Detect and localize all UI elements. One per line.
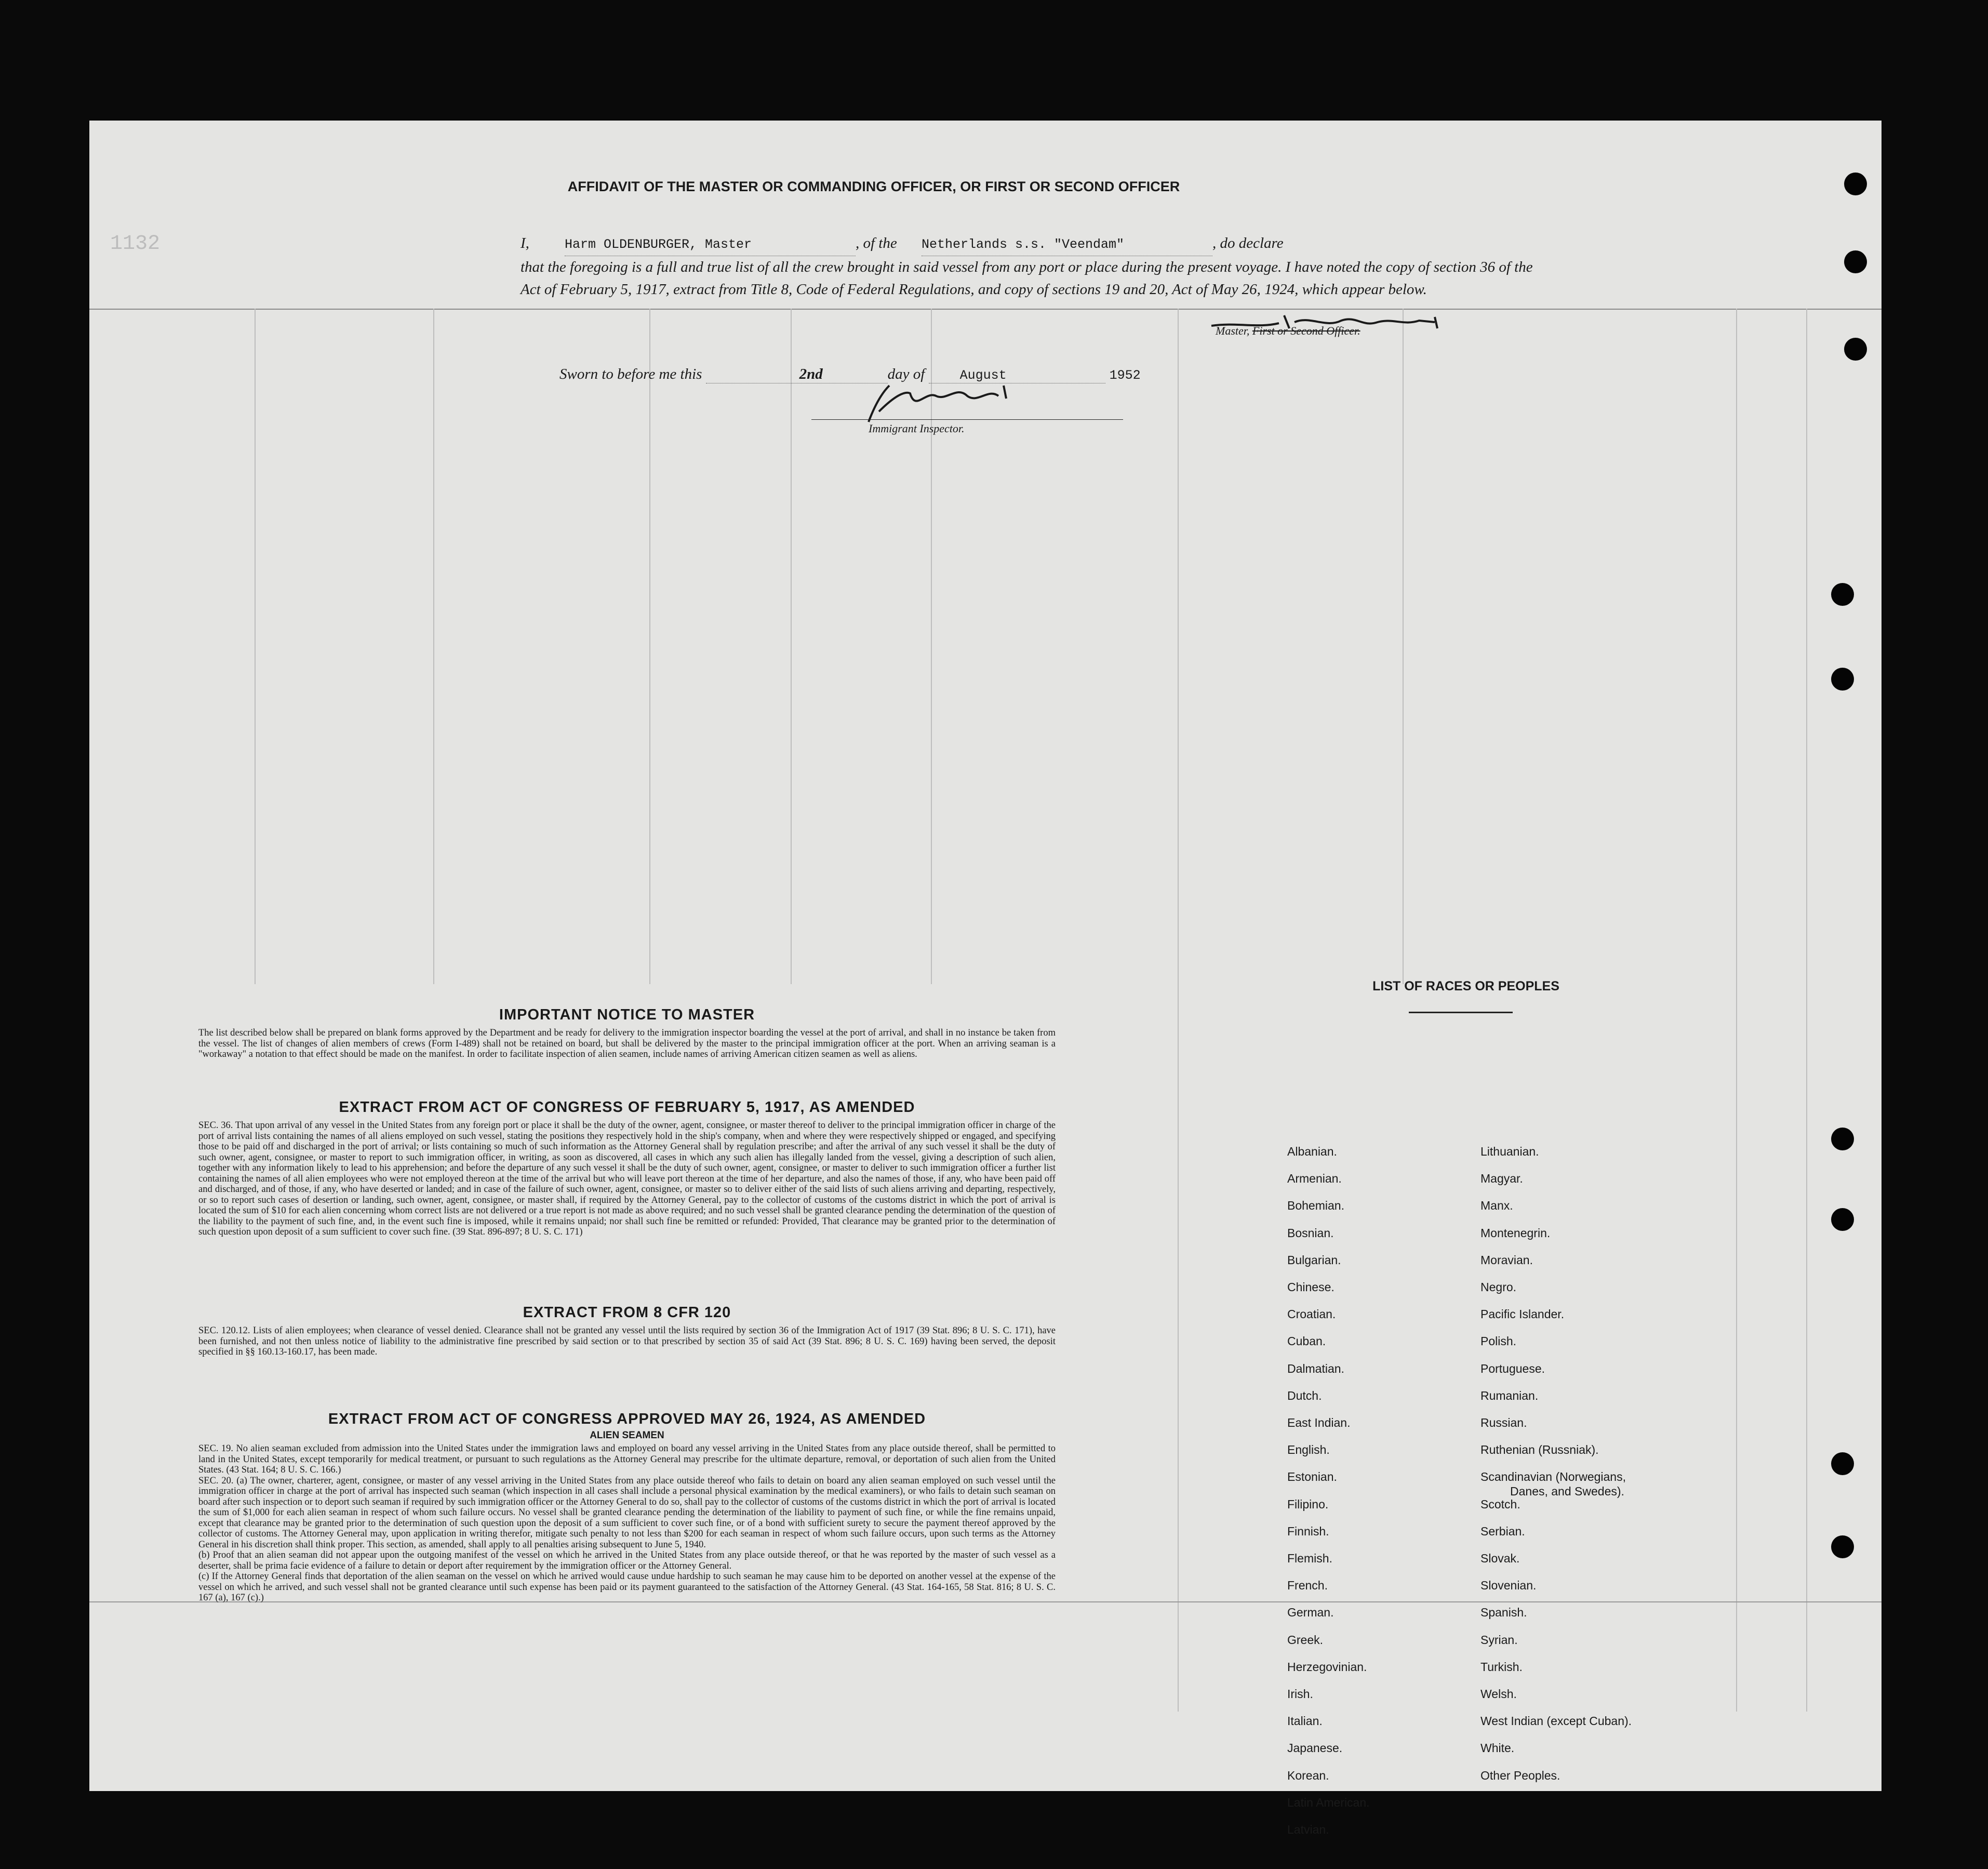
race-item: Japanese.: [1287, 1741, 1343, 1755]
column-divider: [1736, 309, 1737, 1712]
inspector-signature: [858, 380, 1030, 427]
race-item: Portuguese.: [1480, 1361, 1545, 1375]
race-item: Filipino.: [1287, 1497, 1329, 1511]
extract-1917: [198, 1099, 1056, 1238]
race-item: Lithuanian.: [1480, 1145, 1539, 1158]
affidavit-body: [521, 232, 1554, 301]
page-stamp-number: 1132: [110, 232, 161, 256]
race-item: Rumanian.: [1480, 1388, 1539, 1402]
extract-cfr: [198, 1304, 1056, 1358]
important-notice: [198, 1006, 1056, 1060]
binder-hole: [1831, 668, 1854, 691]
manifest-page: [89, 121, 1882, 1836]
race-item: Italian.: [1287, 1714, 1323, 1728]
extract-1924-sec20b: (b) Proof that an alien seaman did not appear upon the outgoing manifest of the vessel on which he arrived in the United States from any place outside thereof, or that he was reported by the master of such vessel as a deserter, shall be prima facie evidence of a failure to detain or deport after requirement by the immigration officer or the Attorney General.: [198, 1550, 1056, 1571]
race-item: White.: [1480, 1741, 1515, 1755]
race-item: Estonian.: [1287, 1470, 1337, 1484]
race-item: Dutch.: [1287, 1388, 1322, 1402]
race-item: Montenegrin.: [1480, 1226, 1551, 1240]
race-item: Pacific Islander.: [1480, 1307, 1565, 1321]
binder-hole: [1844, 250, 1867, 273]
race-item: Latin American.: [1287, 1795, 1370, 1809]
extract-1924-subtitle: ALIEN SEAMEN: [590, 1430, 664, 1441]
inspector-signature-line: [811, 419, 1123, 420]
extract-1924-title: EXTRACT FROM ACT OF CONGRESS APPROVED MAY 26, 1924, AS AMENDED: [328, 1411, 926, 1427]
race-item: Flemish.: [1287, 1552, 1332, 1565]
column-divider: [433, 309, 434, 984]
race-item: Turkish.: [1480, 1660, 1523, 1674]
master-label: Master,: [1216, 324, 1250, 337]
race-item: Cuban.: [1287, 1334, 1326, 1348]
race-item: Croatian.: [1287, 1307, 1336, 1321]
race-item: West Indian (except Cuban).: [1480, 1714, 1632, 1728]
race-item: East Indian.: [1287, 1416, 1351, 1429]
column-divider: [1403, 309, 1404, 984]
binder-hole: [1844, 338, 1867, 361]
race-item: Polish.: [1480, 1334, 1517, 1348]
race-item: Slovenian.: [1480, 1579, 1537, 1593]
header-rule: [89, 309, 1882, 310]
races-title: LIST OF RACES OR PEOPLES: [1372, 979, 1559, 993]
race-item: Russian.: [1480, 1416, 1527, 1429]
day-of-label: day of: [887, 366, 925, 382]
affidavit-do-declare: , do declare: [1212, 235, 1284, 251]
extract-1924-sec20a: SEC. 20. (a) The owner, charterer, agent, consignee, or master of any vessel arriving in the United States from any place outside thereof who fails to detain on board any alien seaman employed on such vessel until the immigration officer in charge at the port of arrival has inspected such seaman (which inspection in all cases shall include a personal physical examination by the medical examiners), or who fails to detain such seaman on board after such inspection or to deport such seaman if required by such immigration officer or the Attorney General to do so, shall pay to the collector of customs of the customs district in which the port of arrival is located the sum of $1,000 for each alien seaman in respect of whom such failure occurs. No vessel shall be granted clearance pending the determination of the liability to payment of such fine, or while the fine remains unpaid, except that clearance may be granted prior to the determination of such question upon the deposit of a sum sufficient to cover such fine, or of a bond with sufficient surety to secure the payment thereof approved by the collector of customs. The Attorney General may, upon application in writing therefor, mitigate such penalty to not less than $200 for each seaman in respect of whom such failure occurs, upon such terms as the Attorney General in his discretion shall think proper. This section, as amended, shall apply to all penalties arising subsequent to June 5, 1940.: [198, 1475, 1056, 1550]
binder-hole: [1831, 1208, 1854, 1231]
affidavit-i: I,: [521, 235, 529, 251]
extract-1917-title: EXTRACT FROM ACT OF CONGRESS OF FEBRUARY 5, 1917, AS AMENDED: [339, 1099, 915, 1116]
race-item: Magyar.: [1480, 1172, 1523, 1186]
race-item: Finnish.: [1287, 1524, 1329, 1538]
declaration-text: that the foregoing is a full and true list of all the crew brought in said vessel from any port or place during the present voyage. I have noted the copy of section 36 of the Act of February 5, 1917, extract from Title 8, Code of Federal Regulations, and copy of sections 19 and 20, Act of May 26, 1924, which appear below.: [521, 259, 1533, 298]
affidavit-title: AFFIDAVIT OF THE MASTER OR COMMANDING OFFICER, OR FIRST OR SECOND OFFICER: [567, 179, 1180, 194]
race-item: Ruthenian (Russniak).: [1480, 1443, 1599, 1457]
master-name: Harm OLDENBURGER, Master: [565, 233, 856, 256]
race-item: English.: [1287, 1443, 1330, 1457]
races-title-rule: [1409, 1012, 1513, 1013]
race-item: Danes, and Swedes).: [1510, 1484, 1624, 1499]
declaration-line: [521, 232, 1554, 256]
race-item: Syrian.: [1480, 1633, 1518, 1647]
extract-1924-sec20c: (c) If the Attorney General finds that deportation of the alien seaman on the vessel on which he arrived would cause undue hardship to such seaman he may cause him to be deported on another vessel at the expense of the vessel on which he arrived, and such vessel shall not be granted clearance until such expense has been paid or its payment guaranteed to the satisfaction of the Attorney General. (43 Stat. 164-165, 58 Stat. 816; 8 U. S. C. 167 (a), 167 (c).): [198, 1571, 1056, 1603]
extract-1924-sec19: SEC. 19. No alien seaman excluded from admission into the United States under the immigration laws and employed on board any vessel arriving in the United States from any place outside thereof, shall be permitted to land in the United States, except temporarily for medical treatment, or pursuant to such regulations as the Attorney General may prescribe for the ultimate departure, removal, or deportation of such alien from the United States. (43 Stat. 164; 8 U. S. C. 166.): [198, 1443, 1056, 1475]
binder-hole: [1831, 1535, 1854, 1558]
race-item: Albanian.: [1287, 1145, 1337, 1158]
sworn-month: August: [929, 368, 1105, 383]
master-title-line: [1216, 324, 1360, 338]
binder-hole: [1844, 173, 1867, 195]
race-item: Bulgarian.: [1287, 1253, 1341, 1267]
race-item: German.: [1287, 1606, 1334, 1620]
officer-label-struck: First or Second Officer.: [1252, 324, 1360, 337]
race-item: Serbian.: [1480, 1524, 1525, 1538]
race-item: Scandinavian (Norwegians,: [1480, 1470, 1626, 1484]
race-item: French.: [1287, 1579, 1328, 1593]
race-item: Korean.: [1287, 1768, 1329, 1782]
binder-hole: [1831, 583, 1854, 606]
column-divider: [649, 309, 650, 984]
affidavit-of-the: , of the: [856, 235, 897, 251]
column-divider: [255, 309, 256, 984]
column-divider: [1178, 309, 1179, 1712]
binder-hole: [1831, 1128, 1854, 1150]
race-item: Other Peoples.: [1480, 1768, 1560, 1782]
race-item: Latvian.: [1287, 1823, 1329, 1836]
vessel-name: Netherlands s.s. "Veendam": [922, 233, 1212, 256]
extract-1924: [198, 1411, 1056, 1603]
race-item: Herzegovinian.: [1287, 1660, 1367, 1674]
race-item: Armenian.: [1287, 1172, 1342, 1186]
extract-cfr-title: EXTRACT FROM 8 CFR 120: [523, 1304, 731, 1321]
race-item: Greek.: [1287, 1633, 1324, 1647]
race-item: Irish.: [1287, 1687, 1313, 1701]
notice-text: The list described below shall be prepared on blank forms approved by the Department and be ready for delivery to the immigration inspector boarding the vessel at the port of arrival, and shall in no instance be taken from the vessel. The list of changes of alien members of crews (Form I-489) shall not be retained on board, but shall be delivered by the master to the principal immigration officer at the port. When an arriving seaman is a "workaway" a notation to that effect should be made on the manifest. In order to facilitate inspection of alien seamen, include names of arriving American citizen seamen as well as aliens.: [198, 1028, 1056, 1059]
race-item: Slovak.: [1480, 1552, 1520, 1565]
column-divider: [791, 309, 792, 984]
sworn-label: Sworn to before me this: [559, 366, 702, 382]
race-item: Bohemian.: [1287, 1199, 1344, 1213]
column-divider: [1806, 309, 1807, 1712]
race-item: Spanish.: [1480, 1606, 1527, 1620]
binder-hole: [1831, 1452, 1854, 1475]
race-item: Scotch.: [1480, 1497, 1520, 1511]
race-item: Manx.: [1480, 1199, 1513, 1213]
race-item: Welsh.: [1480, 1687, 1517, 1701]
race-item: Negro.: [1480, 1280, 1517, 1294]
notice-title: IMPORTANT NOTICE TO MASTER: [499, 1006, 755, 1023]
race-item: Moravian.: [1480, 1253, 1533, 1267]
inspector-label: Immigrant Inspector.: [869, 422, 965, 435]
race-item: Chinese.: [1287, 1280, 1335, 1294]
race-item: Bosnian.: [1287, 1226, 1334, 1240]
race-item: Dalmatian.: [1287, 1361, 1344, 1375]
sworn-year: 1952: [1109, 368, 1141, 383]
sworn-day: 2nd: [706, 366, 888, 383]
extract-1917-text: SEC. 36. That upon arrival of any vessel in the United States from any foreign port or place it shall be the duty of the owner, agent, consignee, or master thereof to deliver to the principal immigration officer in charge of the port of arrival lists containing the names of all aliens employed on such vessel, stating the positions they respectively hold in the ship's company, when and where they were respectively shipped or engaged, and specifying those to be paid off and discharged in the port of arrival; or lists containing so much of such information as the Attorney General shall by regulation prescribe; and after the arrival of any such vessel it shall be the duty of such owner, agent, consignee, or master to report to such immigration officer, in writing, as soon as discovered, all cases in which any such alien has illegally landed from the vessel, giving a description of such alien, together with any information likely to lead to his apprehension; and before the departure of any such vessel it shall be the duty of such owner, agent, consignee, or master to deliver to such immigration officer a further list containing the names of all alien employees who were not employed thereon at the time of the arrival but who will leave port thereon at the time of her departure, and also the names of those, if any, who have been paid off and discharged, and of those, if any, who have deserted or landed; and in case of the failure of such owner, agent, consignee, or master so to deliver either of the said lists of such aliens arriving and departing, respectively, or so to report such cases of desertion or landing, such owner, agent, consignee, or master shall, if required by the Attorney General, pay to the collector of customs of the customs district in which the port of arrival is located the sum of $10 for each alien concerning whom correct lists are not delivered or a true report is not made as above required; and no such vessel shall be granted clearance pending the determination of the question of the liability to the payment of such fine, and, in the event such fine is imposed, while it remains unpaid; nor shall such fine be remitted or refunded: Provided, That clearance may be granted prior to the determination of such question upon deposit of a sum sufficient to cover such fine. (39 Stat. 896-897; 8 U. S. C. 171): [198, 1120, 1056, 1237]
extract-cfr-text: SEC. 120.12. Lists of alien employees; when clearance of vessel denied. Clearance shall not be granted any vessel until the lists required by section 36 of the Immigration Act of 1917 (39 Stat. 896; 8 U. S. C. 171), have been furnished, and not then unless notice of liability to the administrative fine prescribed by said section or to that prescribed by section 35 of said Act (39 Stat. 896; 8 U. S. C. 169) having been served, the deposit specified in §§ 160.13-160.17, has been made.: [198, 1325, 1056, 1357]
